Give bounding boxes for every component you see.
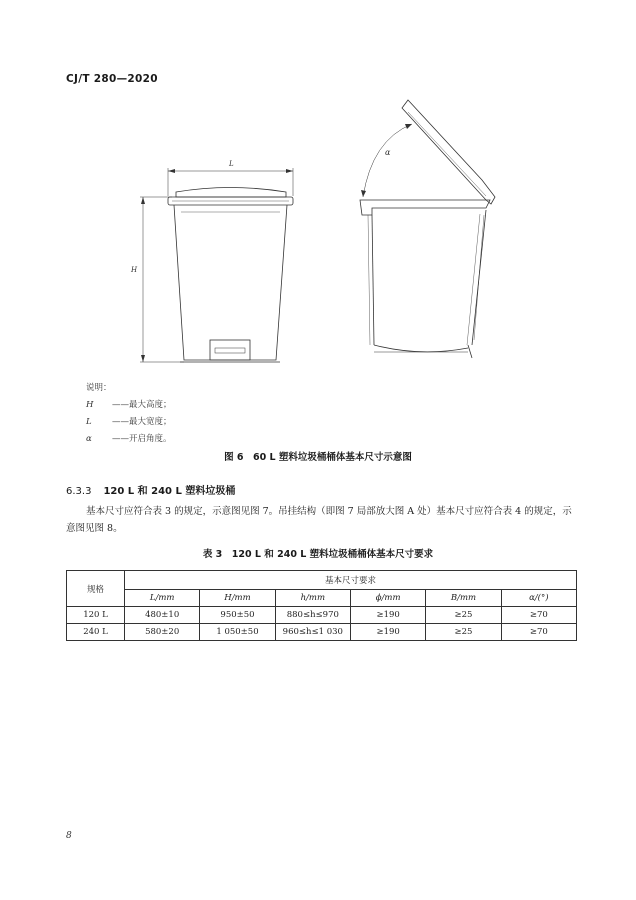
legend-definition: ——开启角度。: [112, 434, 172, 444]
table-cell: 960≤h≤1 030: [275, 624, 350, 641]
section-number: 6.3.3: [66, 486, 92, 497]
body-paragraph: 基本尺寸应符合表 3 的规定，示意图见图 7。吊挂结构（即图 7 局部放大图 A 处）基本尺寸应符合表 4 的规定，示意图见图 8。: [66, 506, 572, 534]
table-row: [67, 607, 577, 624]
legend-definition: ——最大宽度；: [112, 417, 172, 427]
table-column-header: B/mm: [426, 590, 501, 607]
table-cell: 580±20: [125, 624, 200, 641]
table-header-group: 基本尺寸要求: [125, 571, 577, 590]
table-column-header: L/mm: [125, 590, 200, 607]
table-cell-spec: 120 L: [67, 607, 125, 624]
legend-item: [86, 414, 172, 431]
table-cell: 1 050±50: [200, 624, 275, 641]
section-heading: [66, 482, 235, 497]
figure-caption: 图 6 60 L 塑料垃圾桶桶体基本尺寸示意图: [224, 452, 412, 463]
legend-item: [86, 397, 172, 414]
table-row: [67, 624, 577, 641]
table-caption: 表 3 120 L 和 240 L 塑料垃圾桶桶体基本尺寸要求: [202, 549, 434, 560]
dim-label-L: L: [229, 160, 234, 168]
bin-dimension-figure: [0, 95, 636, 375]
side-view: [360, 100, 495, 358]
table-column-header: ϕ/mm: [350, 590, 425, 607]
table-cell: ≥190: [350, 607, 425, 624]
dimension-table: [66, 570, 577, 641]
legend-definition: ——最大高度；: [112, 400, 172, 410]
table-header-spec: 规格: [67, 571, 125, 607]
standard-code: CJ/T 280—2020: [66, 73, 158, 85]
table-column-header: α/(°): [501, 590, 576, 607]
table-cell: 950±50: [200, 607, 275, 624]
legend-symbol: α: [86, 434, 92, 444]
table-cell: ≥25: [426, 607, 501, 624]
legend-item: [86, 431, 172, 448]
table-column-header: h/mm: [275, 590, 350, 607]
table-cell-spec: 240 L: [67, 624, 125, 641]
figure-legend: [86, 380, 172, 448]
table-cell: ≥70: [501, 607, 576, 624]
dim-label-alpha: α: [385, 148, 391, 157]
legend-title: 说明：: [86, 383, 112, 393]
page-number: 8: [66, 831, 72, 841]
table-cell: 480±10: [125, 607, 200, 624]
table-cell: ≥70: [501, 624, 576, 641]
table-cell: 880≤h≤970: [275, 607, 350, 624]
legend-symbol: L: [86, 417, 92, 427]
legend-symbol: H: [86, 400, 94, 410]
table-cell: ≥25: [426, 624, 501, 641]
front-view: [130, 160, 293, 362]
dim-label-H: H: [131, 266, 138, 274]
table-cell: ≥190: [350, 624, 425, 641]
section-title: 120 L 和 240 L 塑料垃圾桶: [103, 486, 236, 497]
table-column-header: H/mm: [200, 590, 275, 607]
